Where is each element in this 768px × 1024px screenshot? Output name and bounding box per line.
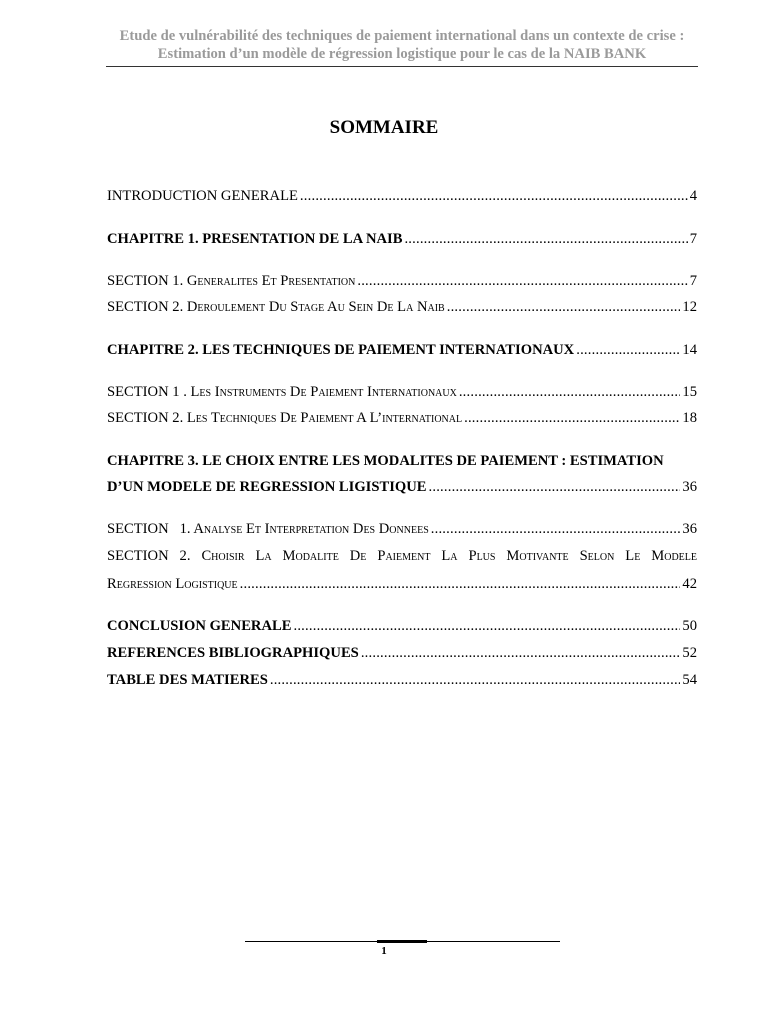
toc-entry-page: 36 <box>682 521 697 537</box>
dot-leader <box>357 273 687 290</box>
dot-leader <box>240 576 681 593</box>
toc-entry-page: 15 <box>682 384 697 400</box>
toc-entry-page: 52 <box>682 645 697 661</box>
toc-entry-label: CHAPITRE 1. PRESENTATION DE LA NAIB <box>107 231 403 247</box>
running-header <box>106 27 698 63</box>
toc-entry-chapter-2-section-1[interactable] <box>107 384 697 404</box>
toc-entry-label: CHAPITRE 3. LE CHOIX ENTRE LES MODALITES DE PAIEMENT : ESTIMATION <box>107 453 664 469</box>
toc-entry-chapter-3-section-2-line-1[interactable]: SECTION 2. Choisir La Modalite De Paiement La Plus Motivante Selon Le Modele <box>107 548 697 564</box>
dot-leader <box>300 188 688 205</box>
toc-entry-references[interactable] <box>107 645 697 665</box>
toc-entry-page: 18 <box>682 410 697 426</box>
toc-entry-label: INTRODUCTION GENERALE <box>107 188 298 204</box>
toc-entry-chapter-3-section-1[interactable] <box>107 521 697 541</box>
toc-entry-chapter-3-section-2[interactable] <box>107 576 697 596</box>
toc-entry-conclusion[interactable] <box>107 618 697 638</box>
toc-entry-page: 7 <box>689 231 697 247</box>
header-divider <box>106 66 698 67</box>
toc-entry-page: 7 <box>689 273 697 289</box>
toc-entry-label: SECTION 2. Deroulement Du Stage Au Sein De La Naib <box>107 299 445 315</box>
toc-entry-label: D’UN MODELE DE REGRESSION LIGISTIQUE <box>107 479 427 495</box>
toc-entry-chapter-2[interactable] <box>107 342 697 362</box>
toc-entry-page: 12 <box>682 299 697 315</box>
dot-leader <box>447 299 681 316</box>
toc-entry-label: SECTION 2. Les Techniques De Paiement A L’international <box>107 410 463 426</box>
toc-entry-label: TABLE DES MATIERES <box>107 672 268 688</box>
toc-entry-label: SECTION 1 . Les Instruments De Paiement Internationaux <box>107 384 457 400</box>
toc-entry-chapter-3-line-1[interactable] <box>107 453 697 473</box>
toc-entry-page: 14 <box>682 342 697 358</box>
toc-entry-page: 54 <box>682 672 697 688</box>
running-header-line-1: Etude de vulnérabilité des techniques de paiement international dans un contexte de crise : <box>119 28 685 44</box>
toc-entry-label: SECTION 1. Analyse Et Interpretation Des Donnees <box>107 521 429 537</box>
toc-entry-chapter-3[interactable] <box>107 479 697 499</box>
toc-entry-page: 4 <box>689 188 697 204</box>
toc-entry-chapter-1-section-1[interactable] <box>107 273 697 293</box>
dot-leader <box>459 384 681 401</box>
toc-entry-page: 42 <box>682 576 697 592</box>
dot-leader <box>429 479 681 496</box>
dot-leader <box>404 231 687 248</box>
page-title: SOMMAIRE <box>329 117 439 138</box>
footer-page-marker <box>377 940 427 943</box>
toc-entry-label: SECTION 1. Generalites Et Presentation <box>107 273 356 289</box>
toc-entry-table-des-matieres[interactable] <box>107 672 697 692</box>
toc-entry-introduction[interactable] <box>107 188 697 208</box>
toc-entry-label: CONCLUSION GENERALE <box>107 618 292 634</box>
toc-entry-page: 36 <box>682 479 697 495</box>
page-number: 1 <box>381 945 387 957</box>
dot-leader <box>431 521 681 538</box>
dot-leader <box>576 342 680 359</box>
toc-entry-chapter-1[interactable] <box>107 231 697 251</box>
toc-entry-label: REFERENCES BIBLIOGRAPHIQUES <box>107 645 359 661</box>
toc-entry-page: 50 <box>682 618 697 634</box>
toc-entry-label: Regression Logistique <box>107 576 238 592</box>
dot-leader <box>293 618 680 635</box>
toc-entry-chapter-1-section-2[interactable] <box>107 299 697 319</box>
dot-leader <box>464 410 680 427</box>
toc-entry-label: CHAPITRE 2. LES TECHNIQUES DE PAIEMENT INTERNATIONAUX <box>107 342 575 358</box>
dot-leader <box>270 672 681 689</box>
running-header-line-2: Estimation d’un modèle de régression logistique pour le cas de la NAIB BANK <box>157 46 647 62</box>
dot-leader <box>361 645 681 662</box>
toc-entry-chapter-2-section-2[interactable] <box>107 410 697 430</box>
